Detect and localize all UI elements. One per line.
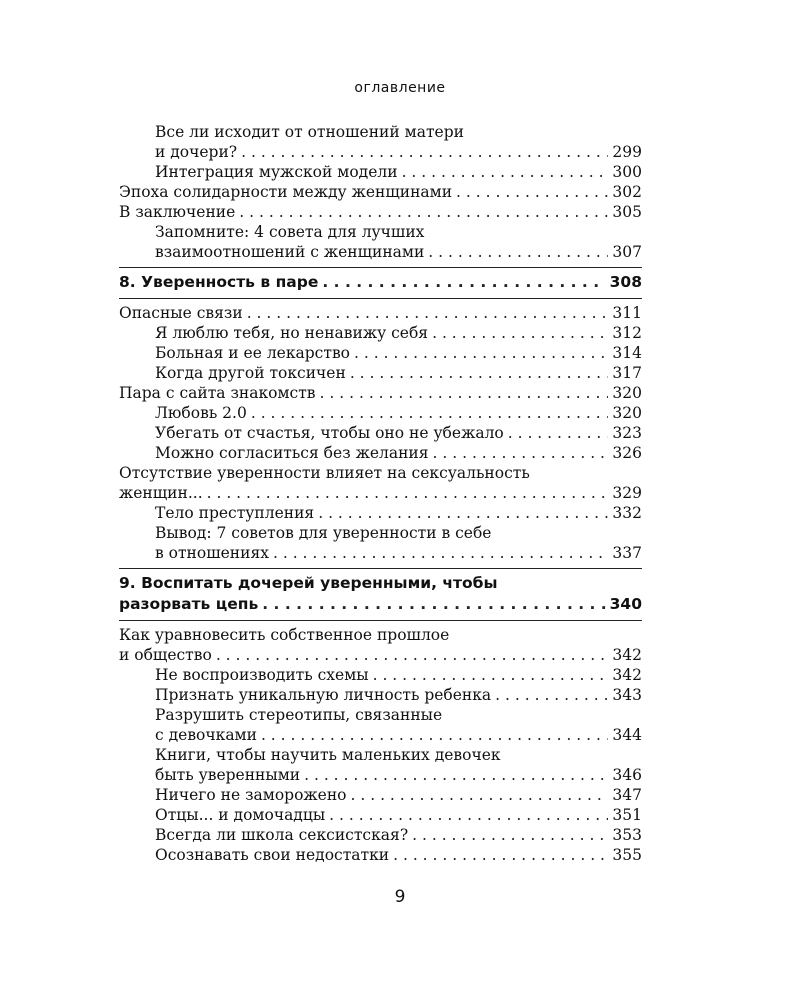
dot-leader (351, 785, 609, 805)
toc-page-number: 342 (612, 646, 642, 664)
toc-entry-title-line: Книги, чтобы научить маленьких девочек (155, 746, 501, 764)
toc-entry-title: Эпоха солидарности между женщинами (119, 183, 453, 201)
dot-leader (508, 423, 609, 443)
toc-page-number: 305 (612, 203, 642, 221)
toc-entry[interactable] (119, 463, 642, 503)
toc-entry-title: Больная и ее лекарство (155, 344, 350, 362)
toc-entry[interactable] (119, 202, 642, 222)
dot-leader (428, 242, 608, 262)
dot-leader (433, 443, 609, 463)
toc-page-number: 317 (612, 364, 642, 382)
toc-entry-title-line: Вывод: 7 советов для уверенности в себе (155, 524, 492, 542)
toc-entry-title-line: Отсутствие уверенности влияет на сексуальность (119, 464, 530, 482)
toc-entry-title: Признать уникальную личность ребенка (155, 686, 492, 704)
running-title: оглавление (354, 80, 446, 96)
dot-leader (412, 825, 608, 845)
toc-entry[interactable] (119, 845, 642, 865)
dot-leader (322, 272, 605, 293)
dot-leader (320, 383, 609, 403)
divider (119, 267, 642, 268)
toc-entry-title-line: Разрушить стереотипы, связанные (155, 706, 443, 724)
dot-leader (318, 503, 608, 523)
toc-entry-title: В заключение (119, 203, 236, 221)
toc-page-number: 337 (612, 544, 642, 562)
toc-entry-title: взаимоотношений с женщинами (155, 243, 425, 261)
toc-entry[interactable] (119, 222, 642, 262)
toc-page-number: 343 (612, 686, 642, 704)
toc-chapter[interactable] (119, 272, 642, 293)
toc-entry[interactable] (119, 443, 642, 463)
toc-page-number: 344 (612, 726, 642, 744)
toc-page-number: 353 (612, 826, 642, 844)
toc-entry[interactable] (119, 825, 642, 845)
divider (119, 298, 642, 299)
toc-entry[interactable] (119, 523, 642, 563)
dot-leader (207, 483, 609, 503)
toc-entry-title: и дочери? (155, 143, 238, 161)
toc-entry-title: быть уверенными (155, 766, 301, 784)
toc-entry-title: Пара с сайта знакомств (119, 384, 316, 402)
toc-entry[interactable] (119, 303, 642, 323)
toc-entry-title-line: 9. Воспитать дочерей уверенными, чтобы (119, 574, 498, 592)
dot-leader (350, 363, 609, 383)
toc-entry-title: Тело преступления (155, 504, 315, 522)
table-of-contents (119, 122, 642, 865)
dot-leader (373, 665, 609, 685)
toc-page-number: 355 (612, 846, 642, 864)
toc-entry-title: Опасные связи (119, 304, 243, 322)
dot-leader (273, 543, 608, 563)
toc-page-number: 308 (609, 273, 642, 291)
toc-page-number: 323 (612, 424, 642, 442)
toc-entry[interactable] (119, 363, 642, 383)
toc-chapter[interactable] (119, 573, 642, 615)
toc-entry[interactable] (119, 785, 642, 805)
toc-entry[interactable] (119, 665, 642, 685)
dot-leader (495, 685, 608, 705)
toc-page-number: 346 (612, 766, 642, 784)
toc-entry-title-line: Запомните: 4 совета для лучших (155, 223, 425, 241)
toc-entry-title: Интеграция мужской модели (155, 163, 398, 181)
dot-leader (241, 142, 608, 162)
dot-leader (456, 182, 608, 202)
dot-leader (393, 845, 608, 865)
dot-leader (251, 403, 609, 423)
dot-leader (261, 725, 608, 745)
toc-entry-title: разорвать цепь (119, 595, 259, 613)
dot-leader (216, 645, 609, 665)
toc-entry[interactable] (119, 805, 642, 825)
page-number: 9 (394, 887, 406, 907)
dot-leader (239, 202, 608, 222)
toc-page-number: 302 (612, 183, 642, 201)
toc-entry[interactable] (119, 383, 642, 403)
toc-entry[interactable] (119, 745, 642, 785)
toc-page-number: 300 (612, 163, 642, 181)
divider (119, 568, 642, 569)
toc-entry-title: Можно согласиться без желания (155, 444, 429, 462)
toc-page-number: 342 (612, 666, 642, 684)
toc-entry-title: Я люблю тебя, но ненавижу себя (155, 324, 429, 342)
toc-entry-title: 8. Уверенность в паре (119, 273, 319, 291)
toc-entry-title: в отношениях (155, 544, 269, 562)
dot-leader (262, 594, 605, 615)
toc-page-number: 307 (612, 243, 642, 261)
toc-page-number: 320 (612, 404, 642, 422)
toc-entry-title: Всегда ли школа сексистская? (155, 826, 409, 844)
toc-entry[interactable] (119, 182, 642, 202)
toc-entry-title: Ничего не заморожено (155, 786, 347, 804)
toc-entry-title: Когда другой токсичен (155, 364, 346, 382)
dot-leader (402, 162, 609, 182)
toc-page-number: 326 (612, 444, 642, 462)
toc-page-number: 299 (612, 143, 642, 161)
toc-entry-title: Убегать от счастья, чтобы оно не убежало (155, 424, 504, 442)
toc-entry[interactable] (119, 423, 642, 443)
dot-leader (432, 323, 608, 343)
toc-entry-title: Отцы... и домочадцы (155, 806, 326, 824)
divider (119, 620, 642, 621)
toc-entry-title: женщин... (119, 484, 203, 502)
toc-entry[interactable] (119, 162, 642, 182)
toc-entry[interactable] (119, 323, 642, 343)
dot-leader (247, 303, 609, 323)
toc-entry[interactable] (119, 705, 642, 745)
toc-entry-title-line: Все ли исходит от отношений матери (155, 123, 464, 141)
toc-entry[interactable] (119, 122, 642, 162)
toc-page-number: 347 (612, 786, 642, 804)
toc-page-number: 340 (609, 595, 642, 613)
toc-page-number: 329 (612, 484, 642, 502)
toc-entry[interactable] (119, 403, 642, 423)
toc-entry[interactable] (119, 685, 642, 705)
toc-page-number: 311 (612, 304, 642, 322)
toc-entry-title: Не воспроизводить схемы (155, 666, 369, 684)
toc-entry-title: и общество (119, 646, 212, 664)
toc-entry-title-line: Как уравновесить собственное прошлое (119, 626, 450, 644)
dot-leader (329, 805, 608, 825)
toc-entry-title: Любовь 2.0 (155, 404, 247, 422)
toc-entry-title: Осознавать свои недостатки (155, 846, 390, 864)
toc-entry[interactable] (119, 625, 642, 665)
toc-entry[interactable] (119, 343, 642, 363)
dot-leader (354, 343, 608, 363)
toc-page-number: 351 (612, 806, 642, 824)
toc-page-number: 332 (612, 504, 642, 522)
toc-page-number: 312 (612, 324, 642, 342)
dot-leader (304, 765, 608, 785)
toc-page-number: 314 (612, 344, 642, 362)
toc-entry-title: с девочками (155, 726, 257, 744)
toc-page-number: 320 (612, 384, 642, 402)
toc-entry[interactable] (119, 503, 642, 523)
